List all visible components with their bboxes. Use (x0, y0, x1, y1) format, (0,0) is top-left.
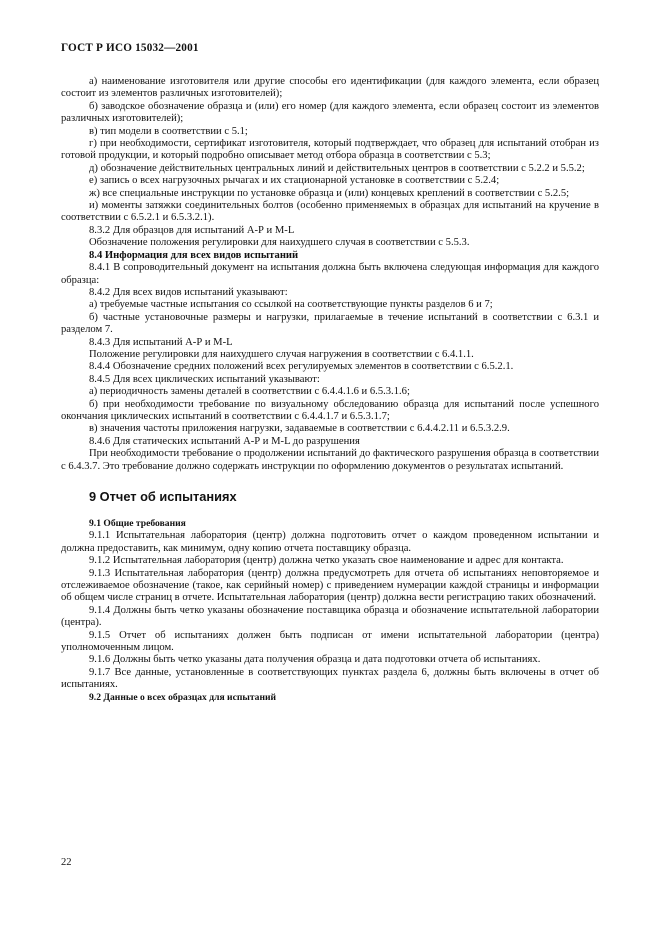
clause-8-4-5: 8.4.5 Для всех циклических испытаний указывают: (89, 373, 320, 385)
list-item-b: б) заводское обозначение образца и (или) его номер (для каждого элемента, если образец состоит из элементов различных изготовителей); (61, 100, 599, 125)
document-header: ГОСТ Р ИСО 15032—2001 (61, 42, 199, 54)
clause-8-3-2: 8.3.2 Для образцов для испытаний А-Р и М-L (89, 224, 295, 236)
section-9-1-heading: 9.1 Общие требования (89, 518, 186, 529)
clause-8-4-5-v: в) значения частоты приложения нагрузки, задаваемые в соответствии с 6.4.4.2.11 и 6.5.3.2.9. (89, 423, 510, 435)
clause-8-4-2-b: б) частные установочные размеры и нагрузки, прилагаемые в течение испытаний в соответствии с 6.3.1 и разделом 7. (61, 311, 599, 336)
chapter-9-heading: 9 Отчет об испытаниях (89, 489, 237, 504)
document-body (61, 76, 599, 704)
clause-8-4-6: 8.4.6 Для статических испытаний А-Р и М-L до разрушения (89, 435, 360, 447)
clause-8-4-6-text: При необходимости требование о продолжении испытаний до фактического разрушения образца в соответствии с 6.4.3.7. Это требование должно содержать инструкции по оформлению документов о результатах испытаний. (61, 448, 599, 472)
clause-9-1-5: 9.1.5 Отчет об испытаниях должен быть подписан от имени испытательной лаборатории (центра) уполномоченным лицом. (61, 629, 599, 654)
page-number: 22 (61, 857, 72, 868)
clause-8-4-2: 8.4.2 Для всех видов испытаний указывают: (89, 286, 288, 298)
list-item-i: и) моменты затяжки соединительных болтов (особенно применяемых в образцах для испытаний на кручение в соответствии с 6.5.2.1 и 6.5.3.2.1). (61, 200, 599, 224)
list-item-v: в) тип модели в соответствии с 5.1; (89, 125, 248, 137)
clause-8-4-3-text: Положение регулировки для наихудшего случая нагружения в соответствии с 6.4.1.1. (89, 348, 474, 360)
clause-8-4-1: 8.4.1 В сопроводительный документ на испытания должна быть включена следующая информация для каждого образца: (61, 262, 599, 286)
list-item-d: д) обозначение действительных центральных линий и действительных центров в соответствии с 5.2.2 и 5.5.2; (89, 162, 585, 174)
clause-9-1-2: 9.1.2 Испытательная лаборатория (центр) должна четко указать свое наименование и адрес для контакта. (89, 555, 564, 567)
clause-8-3-2-text: Обозначение положения регулировки для наихудшего случая в соответствии с 5.5.3. (89, 237, 470, 249)
clause-8-4-5-a: а) периодичность замены деталей в соответствии с 6.4.4.1.6 и 6.5.3.1.6; (89, 386, 410, 398)
list-item-e: е) запись о всех нагрузочных рычагах и их стационарной установке в соответствии с 5.2.4; (89, 175, 500, 187)
clause-8-4-2-a: а) требуемые частные испытания со ссылкой на соответствующие пункты разделов 6 и 7; (89, 299, 493, 311)
clause-8-4-4: 8.4.4 Обозначение средних положений всех регулируемых элементов в соответствии с 6.5.2.1. (89, 361, 514, 373)
section-8-4-heading: 8.4 Информация для всех видов испытаний (89, 249, 299, 261)
clause-9-1-1: 9.1.1 Испытательная лаборатория (центр) должна подготовить отчет о каждом проведенном испытании и должна предоставить, как минимум, одну копию отчета поставщику образца. (61, 530, 599, 554)
clause-8-4-3: 8.4.3 Для испытаний А-Р и М-L (89, 336, 233, 348)
list-item-zh: ж) все специальные инструкции по установке образца и (или) концевых креплений в соответствии с 5.2.5; (89, 187, 570, 199)
clause-9-1-6: 9.1.6 Должны быть четко указаны дата получения образца и дата подготовки отчета об испытаниях. (89, 654, 541, 666)
clause-9-1-3: 9.1.3 Испытательная лаборатория (центр) должна предусмотреть для отчета об испытаниях неповторяемое и отслеживаемое обозначение (такое, как серийный номер) с приведением нумерации каждой страницы и информации об общем числе страниц в отчете. Испытательная лаборатория (центр) должна вести регистрацию таких обозначений. (61, 567, 599, 604)
list-item-a: а) наименование изготовителя или другие способы его идентификации (для каждого элемента, если образец состоит из элементов различных изготовителей); (61, 76, 599, 100)
clause-9-1-4: 9.1.4 Должны быть четко указаны обозначение поставщика образца и обозначение испытательной лаборатории (центра). (61, 604, 599, 629)
clause-9-1-7: 9.1.7 Все данные, установленные в соответствующих пунктах раздела 6, должны быть включены в отчет об испытаниях. (61, 666, 599, 691)
section-9-2-heading: 9.2 Данные о всех образцах для испытаний (89, 691, 277, 703)
clause-8-4-5-b: б) при необходимости требование по визуальному обследованию образца для испытаний после успешного окончания циклических испытаний в соответствии с 6.4.4.1.7 и 6.5.3.1.7; (61, 398, 599, 422)
list-item-g: г) при необходимости, сертификат изготовителя, который подтверждает, что образец для испытаний отобран из готовой продукции, и который подробно описывает метод отбора образца в соответствии с 5.3; (61, 138, 599, 162)
